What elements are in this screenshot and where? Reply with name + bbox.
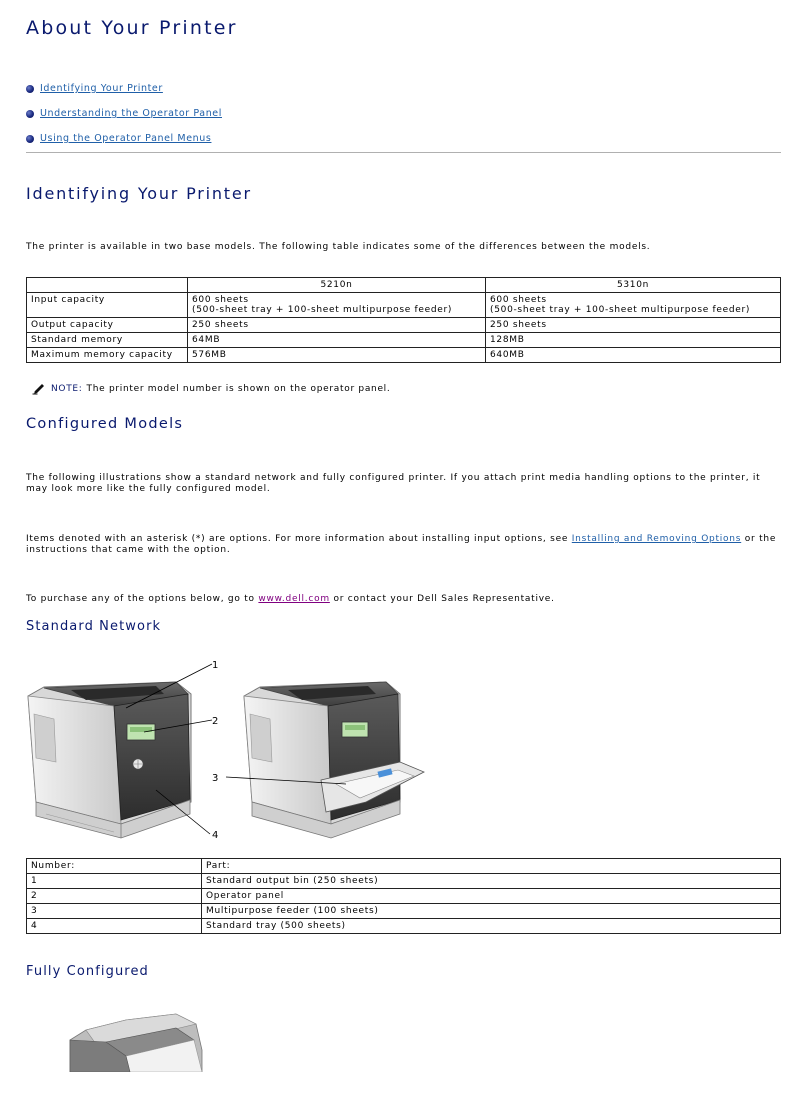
note-text: The printer model number is shown on the operator panel. (86, 384, 391, 394)
bullet-icon (26, 85, 34, 93)
table-cell: 1 (27, 874, 202, 889)
table-row (27, 293, 781, 318)
toc-link-operator-panel[interactable]: Understanding the Operator Panel (40, 108, 222, 119)
row-label: Input capacity (27, 293, 188, 318)
table-cell: 640MB (486, 348, 781, 363)
note (32, 383, 390, 395)
model-comparison-table (26, 277, 781, 363)
section-heading-identifying: Identifying Your Printer (26, 184, 252, 203)
table-row (27, 333, 781, 348)
table-cell: 128MB (486, 333, 781, 348)
table-cell: 4 (27, 919, 202, 934)
table-row (27, 874, 781, 889)
table-cell: Standard output bin (250 sheets) (202, 874, 781, 889)
table-row (27, 904, 781, 919)
note-pencil-icon (32, 383, 45, 395)
standard-network-printer-illustration (26, 652, 426, 844)
note-label: NOTE: (51, 384, 83, 394)
paragraph-text: To purchase any of the options below, go to (26, 594, 259, 604)
table-cell: Standard tray (500 sheets) (202, 919, 781, 934)
toc-item (26, 76, 222, 101)
printer-feeder-open-view (244, 682, 424, 838)
table-cell: 250 sheets (486, 318, 781, 333)
table-cell (188, 293, 486, 318)
callout-label: 1 (212, 660, 219, 671)
paragraph-text: or contact your Dell Sales Representative. (329, 594, 555, 604)
table-header-row (27, 278, 781, 293)
bullet-icon (26, 135, 34, 143)
table-cell (486, 293, 781, 318)
parts-table (26, 858, 781, 934)
printer-front-view (28, 682, 191, 838)
table-header-cell: 5310n (486, 278, 781, 293)
intro-text: The printer is available in two base models. The following table indicates some of the differences between the models. (26, 242, 651, 252)
table-row (27, 348, 781, 363)
callout-label: 3 (212, 773, 219, 784)
table-row (27, 919, 781, 934)
toc-item (26, 126, 222, 151)
table-header-row (27, 859, 781, 874)
table-header-cell: 5210n (188, 278, 486, 293)
paragraph-text: or the instructions that came with the option. (26, 534, 777, 555)
fully-configured-printer-illustration (66, 1010, 236, 1072)
toc-link-identifying[interactable]: Identifying Your Printer (40, 83, 163, 94)
table-row (27, 889, 781, 904)
callout-label: 4 (212, 830, 219, 841)
configured-paragraph-3 (26, 594, 781, 605)
table-cell: 64MB (188, 333, 486, 348)
configured-paragraph-1: The following illustrations show a standard network and fully configured printer. If you attach print media handling options to the printer, it may look more like the fully configured model. (26, 473, 761, 494)
row-label: Output capacity (27, 318, 188, 333)
table-row (27, 318, 781, 333)
row-label: Standard memory (27, 333, 188, 348)
section-heading-standard-network: Standard Network (26, 619, 162, 634)
table-cell: 576MB (188, 348, 486, 363)
table-header-cell (27, 278, 188, 293)
table-cell: 250 sheets (188, 318, 486, 333)
bullet-icon (26, 110, 34, 118)
toc-link-panel-menus[interactable]: Using the Operator Panel Menus (40, 133, 212, 144)
callout-label: 2 (212, 716, 219, 727)
dell-website-link[interactable]: www.dell.com (258, 594, 330, 604)
configured-paragraph-2 (26, 534, 781, 556)
row-label: Maximum memory capacity (27, 348, 188, 363)
table-of-contents (26, 76, 222, 151)
paragraph-text: Items denoted with an asterisk (*) are options. For more information about installing input options, see (26, 534, 572, 544)
table-cell: 2 (27, 889, 202, 904)
section-heading-configured: Configured Models (26, 416, 184, 432)
table-cell: Multipurpose feeder (100 sheets) (202, 904, 781, 919)
cell-line: (500-sheet tray + 100-sheet multipurpose feeder) (490, 305, 751, 315)
cell-line: 600 sheets (192, 295, 249, 305)
installing-options-link[interactable]: Installing and Removing Options (571, 534, 742, 544)
toc-item (26, 101, 222, 126)
table-cell: Operator panel (202, 889, 781, 904)
cell-line: (500-sheet tray + 100-sheet multipurpose feeder) (192, 305, 453, 315)
page-title: About Your Printer (26, 17, 238, 39)
section-heading-fully-configured: Fully Configured (26, 964, 149, 979)
table-header-cell: Part: (202, 859, 781, 874)
table-cell: 3 (27, 904, 202, 919)
divider (26, 152, 781, 153)
cell-line: 600 sheets (490, 295, 547, 305)
table-header-cell: Number: (27, 859, 202, 874)
